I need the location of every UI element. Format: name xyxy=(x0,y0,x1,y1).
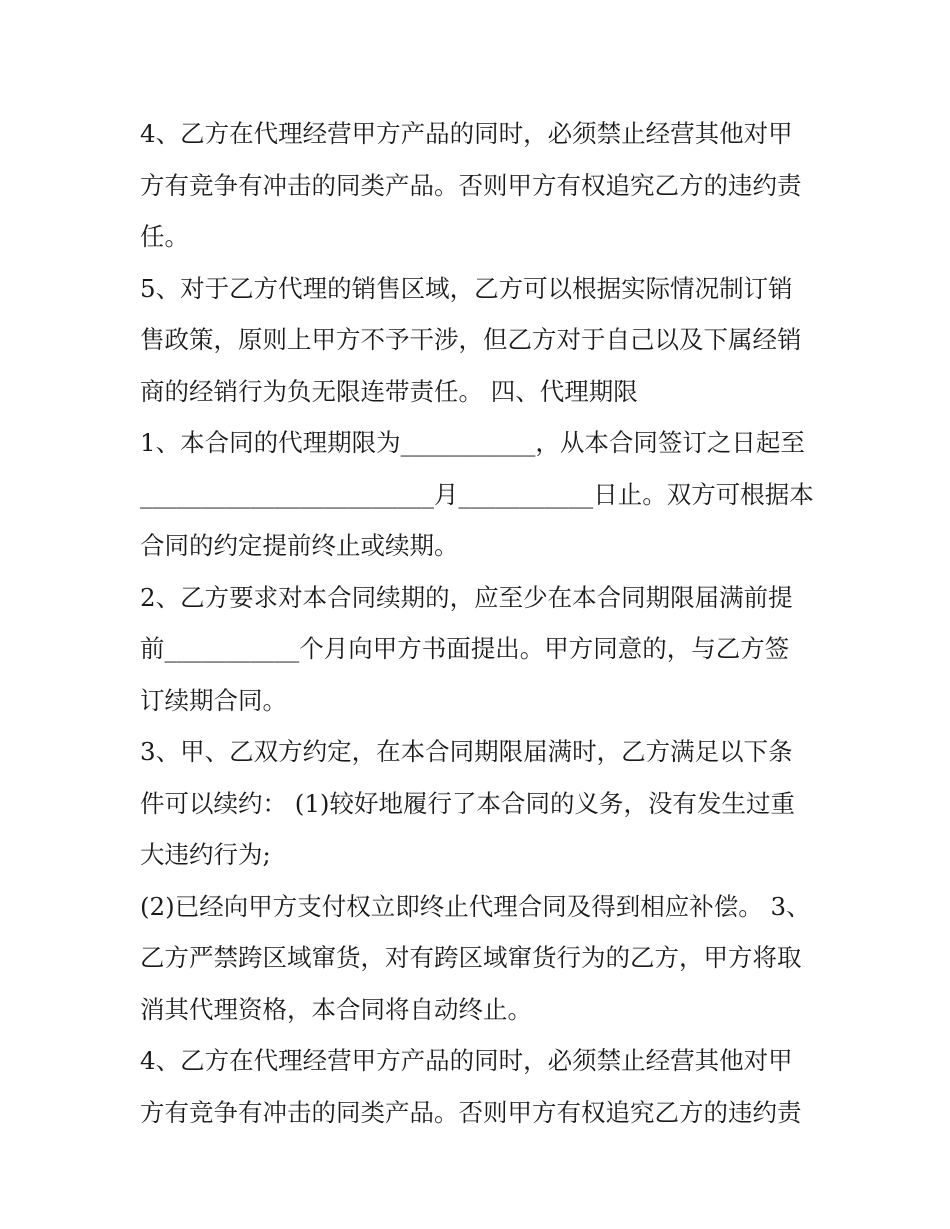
text-line: 件可以续约： (1)较好地履行了本合同的义务，没有发生过重 xyxy=(140,788,795,818)
text-line: 合同的约定提前终止或续期。 xyxy=(140,531,459,560)
clause-4-exclusivity xyxy=(140,108,820,263)
text-line: 消其代理资格，本合同将自动终止。 xyxy=(140,994,532,1024)
text-line: (2)已经向甲方支付权立即终止代理合同及得到相应补偿。 3、 xyxy=(140,891,811,921)
text-line: 方有竞争有冲击的同类产品。否则甲方有权追究乙方的违约责 xyxy=(140,170,802,200)
text-line: 乙方严禁跨区域窜货，对有跨区域窜货行为的乙方，甲方将取 xyxy=(140,943,802,972)
text-line: 方有竞争有冲击的同类产品。否则甲方有权追究乙方的违约责 xyxy=(140,1097,802,1127)
text-line: 5、对于乙方代理的销售区域，乙方可以根据实际情况制订销 xyxy=(140,273,793,303)
clause-compensation-and-cross-region xyxy=(140,881,820,1036)
text-line: ________________________月___________日止。双方可根据本 xyxy=(140,479,814,509)
text-line: 2、乙方要求对本合同续期的，应至少在本合同期限届满前提 xyxy=(140,582,793,612)
text-line: 任。 xyxy=(140,222,189,251)
text-line: 商的经销行为负无限连带责任。 四、代理期限 xyxy=(140,376,638,406)
text-line: 4、乙方在代理经营甲方产品的同时，必须禁止经营其他对甲 xyxy=(140,1046,793,1075)
clause-1-agency-term xyxy=(140,417,820,572)
text-line: 前___________个月向甲方书面提出。甲方同意的，与乙方签 xyxy=(140,634,790,663)
clause-4-exclusivity-repeat xyxy=(140,1035,820,1138)
clause-2-renewal-request xyxy=(140,572,820,727)
text-line: 订续期合同。 xyxy=(140,685,287,715)
text-line: 4、乙方在代理经营甲方产品的同时，必须禁止经营其他对甲 xyxy=(140,119,793,148)
clause-5-sales-region xyxy=(140,263,820,418)
text-line: 售政策，原则上甲方不予干涉，但乙方对于自己以及下属经销 xyxy=(140,325,802,354)
text-line: 3、甲、乙双方约定，在本合同期限届满时，乙方满足以下条 xyxy=(140,737,793,766)
clause-3-renewal-conditions xyxy=(140,726,820,881)
document-body xyxy=(140,108,820,1138)
text-line: 1、本合同的代理期限为___________，从本合同签订之日起至 xyxy=(140,428,805,457)
text-line: 大违约行为; xyxy=(140,840,271,869)
